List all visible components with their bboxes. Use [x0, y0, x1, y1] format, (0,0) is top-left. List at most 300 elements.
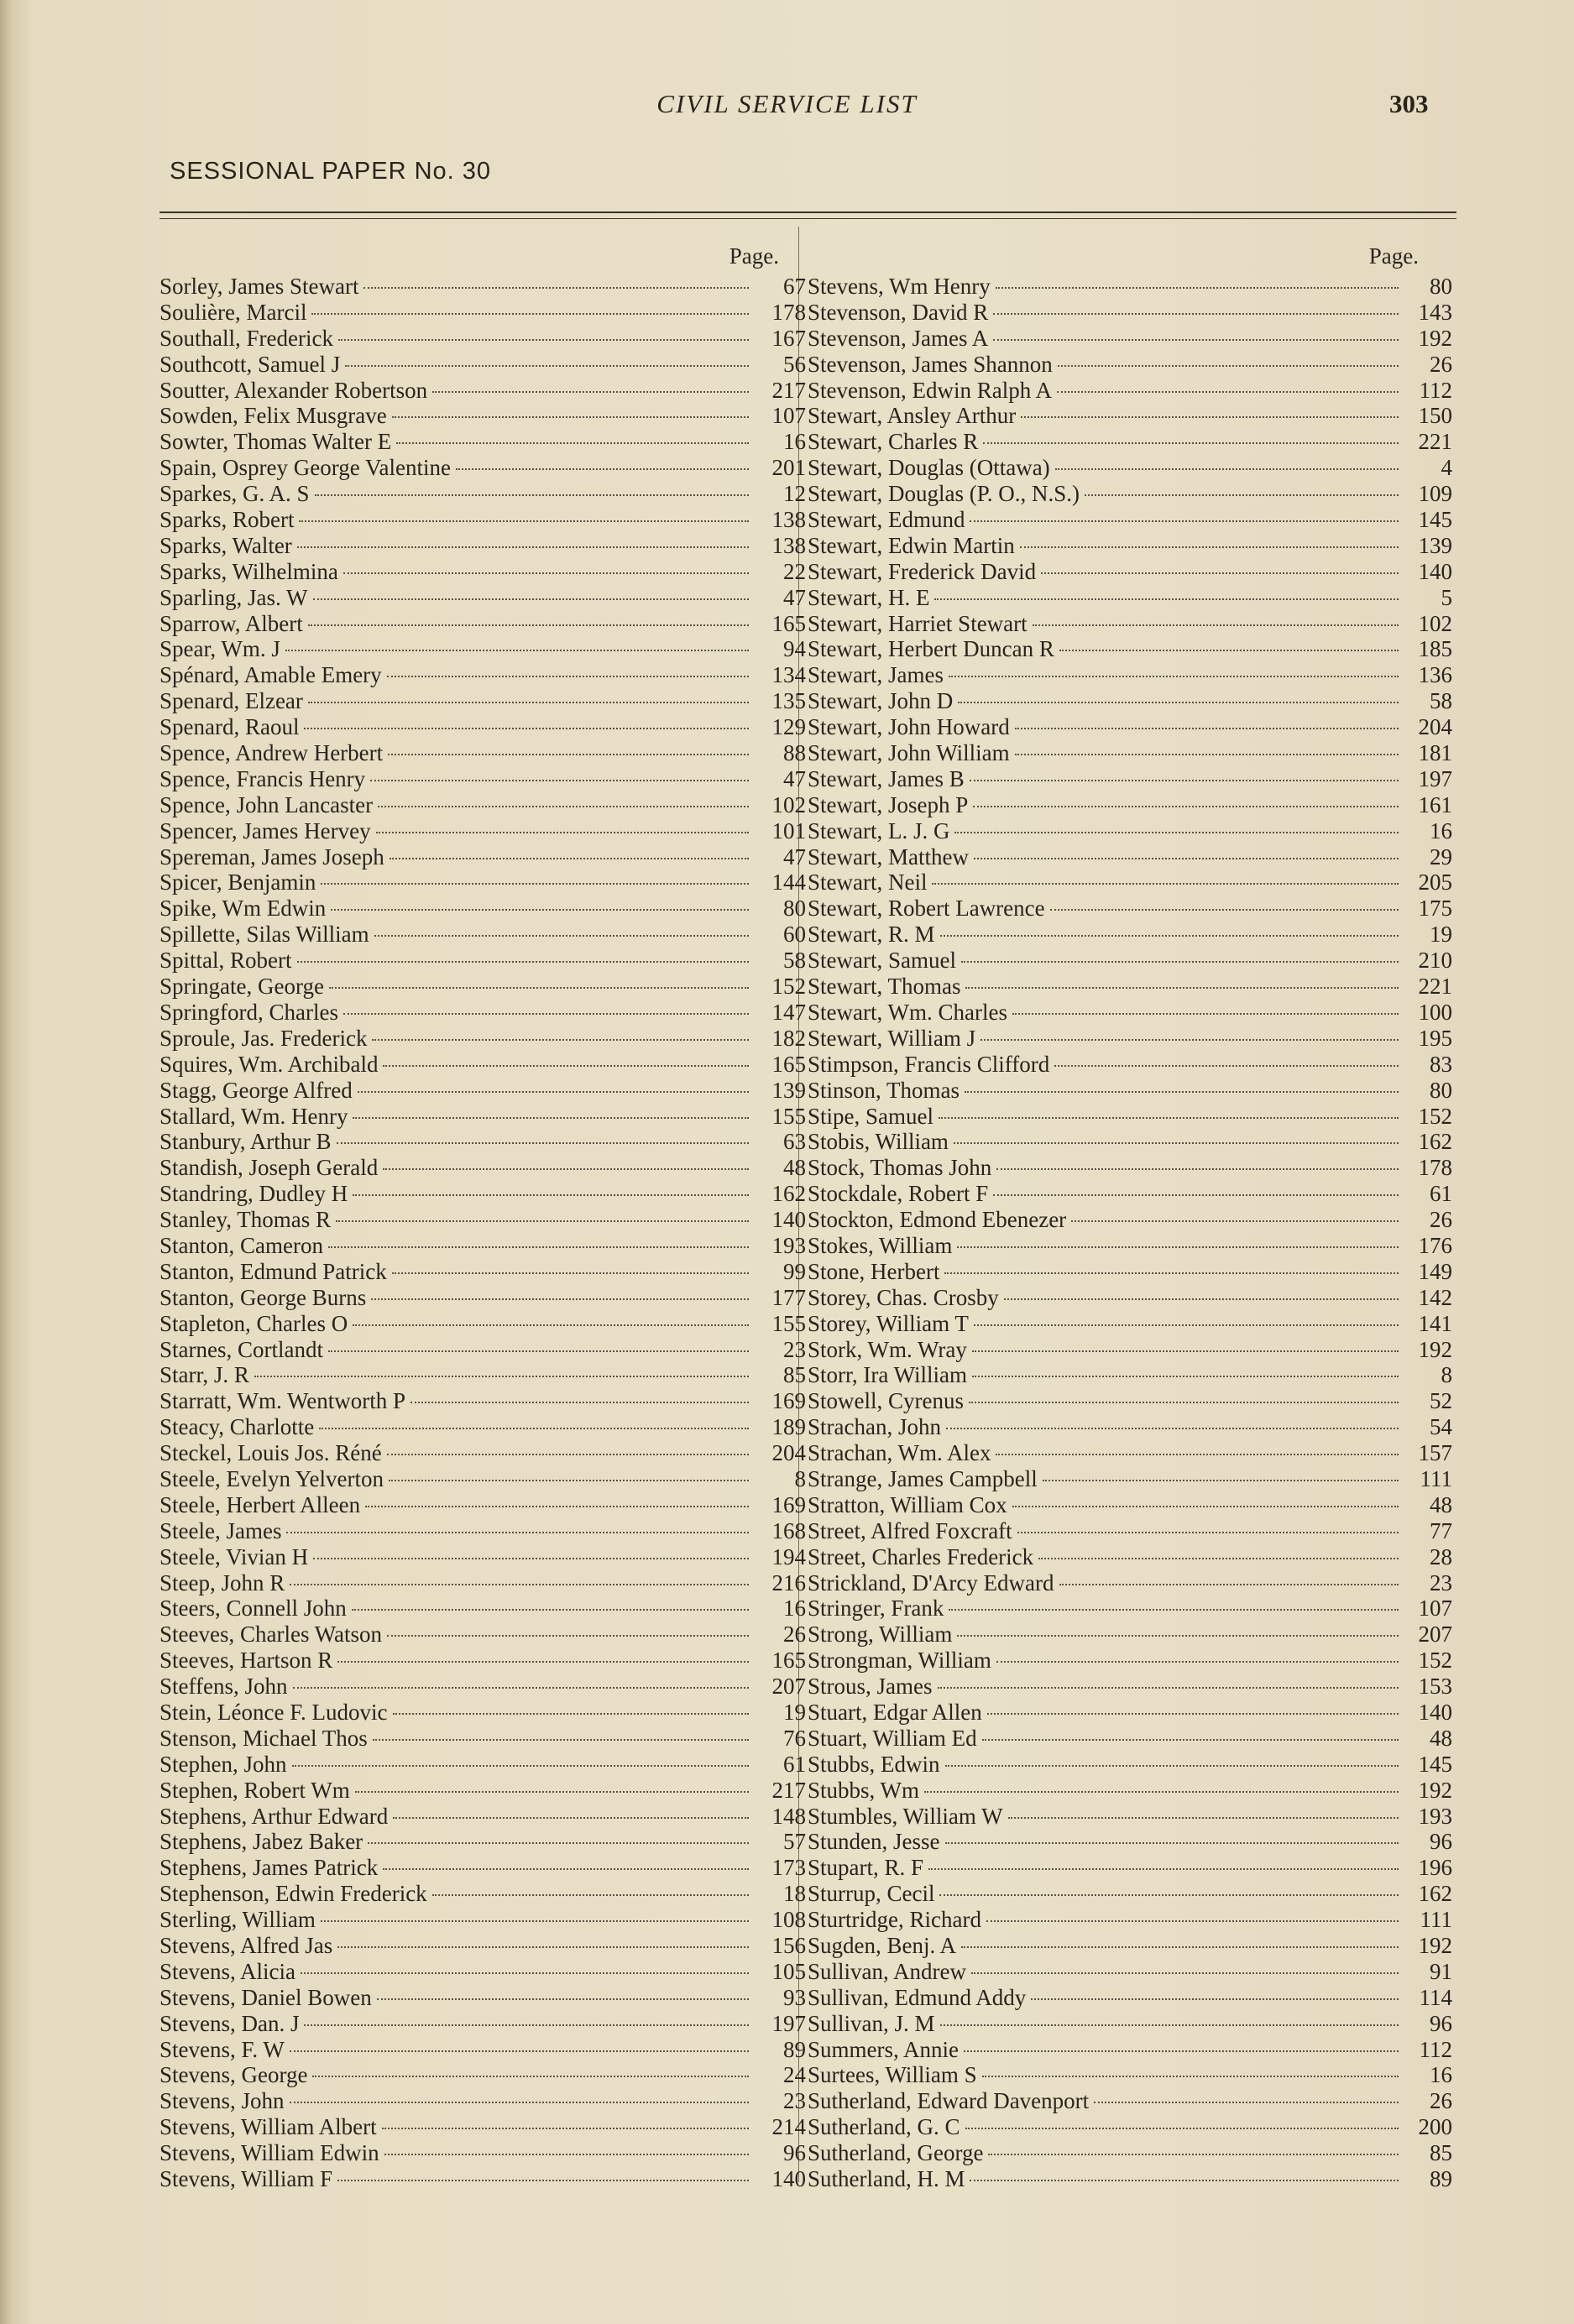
index-entry: [808, 1985, 1457, 2011]
entry-page-number: 100: [1418, 999, 1452, 1025]
entry-page-number: 52: [1430, 1388, 1452, 1414]
index-entry: [808, 1440, 1457, 1466]
entry-name: Stuart, William Ed: [808, 1725, 977, 1751]
header-rule-thin: [159, 218, 1456, 219]
index-entry: [808, 1078, 1457, 1104]
dot-leader: [353, 1194, 749, 1196]
index-entry: [159, 1155, 808, 1181]
index-entry: [159, 300, 808, 326]
index-entry: [808, 1000, 1457, 1026]
entry-page-number: 138: [771, 532, 806, 558]
entry-name: Spenard, Elzear: [159, 688, 303, 714]
entry-name: Starratt, Wm. Wentworth P: [159, 1388, 406, 1414]
entry-page-number: 8: [794, 1465, 806, 1491]
entry-name: Stewart, Frederick David: [808, 558, 1037, 584]
entry-name: Steckel, Louis Jos. Réné: [159, 1440, 382, 1466]
dot-leader: [1038, 1558, 1399, 1559]
entry-name: Stevens, Alicia: [159, 1958, 295, 1984]
entry-page-number: 83: [1430, 1051, 1452, 1077]
index-entry: [159, 2140, 808, 2166]
dot-leader: [301, 1972, 749, 1974]
sessional-paper-label: SESSIONAL PAPER No. 30: [170, 158, 492, 185]
index-entry: [159, 1362, 808, 1388]
index-entry: [808, 1337, 1457, 1363]
dot-leader: [1017, 1532, 1399, 1533]
entry-page-number: 214: [771, 2114, 806, 2140]
index-entry: [159, 481, 808, 507]
index-entry: [808, 818, 1457, 844]
entry-name: Stevens, William F: [159, 2166, 333, 2192]
entry-name: Sowter, Thomas Walter E: [159, 429, 392, 455]
entry-name: Squires, Wm. Archibald: [159, 1051, 379, 1077]
entry-name: Sullivan, Edmund Addy: [808, 1984, 1027, 2010]
dot-leader: [1058, 365, 1399, 367]
running-title: CIVIL SERVICE LIST: [656, 89, 918, 118]
dot-leader: [382, 2128, 749, 2129]
dot-leader: [1094, 2102, 1399, 2103]
entry-page-number: 182: [771, 1025, 806, 1051]
index-entry: [808, 2166, 1457, 2192]
dot-leader: [315, 494, 749, 496]
entry-page-number: 221: [1418, 974, 1452, 1000]
dot-leader: [957, 1635, 1399, 1637]
index-entry: [808, 1466, 1457, 1492]
entry-page-number: 48: [783, 1155, 806, 1181]
dot-leader: [383, 1168, 749, 1170]
dot-leader: [1059, 650, 1399, 651]
dot-leader: [368, 1842, 749, 1844]
dot-leader: [337, 1142, 750, 1144]
entry-name: Stupart, R. F: [808, 1855, 924, 1881]
dot-leader: [996, 287, 1399, 289]
index-entry: [159, 455, 808, 481]
entry-name: Stewart, James B: [808, 765, 965, 791]
entry-name: Strange, James Campbell: [808, 1465, 1038, 1491]
dot-leader: [376, 832, 749, 833]
entry-name: Stephen, John: [159, 1751, 287, 1777]
entry-name: Stanton, George Burns: [159, 1284, 367, 1310]
entry-name: Stevens, John: [159, 2088, 285, 2114]
entry-page-number: 102: [1418, 610, 1452, 636]
entry-page-number: 12: [783, 481, 806, 507]
entry-name: Stobis, William: [808, 1129, 949, 1155]
entry-name: Sparks, Walter: [159, 532, 292, 558]
entry-name: Stimpson, Francis Clifford: [808, 1051, 1050, 1077]
index-entry: [159, 2037, 808, 2063]
index-entry: [159, 1959, 808, 1985]
entry-name: Springford, Charles: [159, 999, 338, 1025]
index-entry: [159, 559, 808, 585]
dot-leader: [1085, 494, 1399, 496]
entry-page-number: 155: [771, 1310, 806, 1336]
entry-page-number: 165: [771, 610, 806, 636]
index-entry: [159, 1829, 808, 1855]
index-entry: [159, 2114, 808, 2140]
index-entry: [808, 481, 1457, 507]
entry-name: Steeves, Hartson R: [159, 1648, 333, 1674]
entry-page-number: 63: [783, 1129, 806, 1155]
dot-leader: [390, 858, 749, 859]
dot-leader: [365, 1506, 749, 1507]
dot-leader: [982, 1739, 1399, 1741]
entry-name: Stevens, George: [159, 2062, 308, 2088]
entry-name: Stinson, Thomas: [808, 1077, 960, 1103]
index-entry: [159, 766, 808, 792]
dot-leader: [338, 339, 749, 341]
dot-leader: [970, 520, 1399, 522]
entry-page-number: 135: [771, 688, 806, 714]
entry-name: Strachan, John: [808, 1414, 941, 1440]
entry-name: Stewart, L. J. G: [808, 817, 950, 843]
dot-leader: [353, 1324, 749, 1326]
index-entry: [159, 792, 808, 818]
dot-leader: [996, 1168, 1399, 1170]
dot-leader: [321, 883, 749, 885]
index-entry: [159, 1595, 808, 1622]
index-entry: [808, 507, 1457, 533]
entry-name: Steacy, Charlotte: [159, 1414, 315, 1440]
index-entry: [159, 611, 808, 637]
dot-leader: [1008, 1817, 1399, 1819]
entry-page-number: 16: [1430, 2062, 1452, 2088]
dot-leader: [343, 572, 749, 574]
index-entry: [159, 714, 808, 740]
entry-page-number: 61: [1430, 1181, 1452, 1207]
entry-name: Spear, Wm. J: [159, 636, 280, 662]
dot-leader: [353, 1117, 749, 1119]
dot-leader: [964, 2050, 1399, 2052]
index-entry: [159, 1985, 808, 2011]
dot-leader: [970, 780, 1399, 781]
entry-page-number: 144: [771, 870, 806, 896]
entry-name: Stewart, Ansley Arthur: [808, 403, 1017, 429]
entry-name: Stratton, William Cox: [808, 1491, 1007, 1517]
index-entry: [808, 948, 1457, 974]
index-entry: [159, 870, 808, 896]
dot-leader: [986, 1920, 1399, 1922]
entry-name: Sutherland, George: [808, 2140, 984, 2166]
page-column-heading: Page.: [1368, 243, 1419, 269]
dot-leader: [345, 365, 749, 367]
entry-name: Steele, Evelyn Yelverton: [159, 1465, 384, 1491]
index-entry: [159, 2166, 808, 2192]
entry-page-number: 23: [783, 2088, 806, 2114]
entry-name: Springate, George: [159, 974, 324, 1000]
entry-name: Spence, John Lancaster: [159, 791, 374, 817]
dot-leader: [312, 2076, 749, 2077]
entry-page-number: 22: [783, 558, 806, 584]
entry-list: [808, 274, 1457, 2192]
dot-leader: [337, 1946, 749, 1948]
index-entry: [159, 740, 808, 766]
entry-page-number: 195: [1418, 1025, 1452, 1051]
dot-leader: [982, 2076, 1399, 2077]
dot-leader: [949, 676, 1399, 677]
index-entry: [808, 688, 1457, 714]
entry-name: Starnes, Cortlandt: [159, 1336, 323, 1362]
entry-page-number: 204: [771, 1440, 806, 1466]
entry-name: Stuart, Edgar Allen: [808, 1699, 982, 1725]
index-entry: [159, 1700, 808, 1726]
entry-name: Spence, Francis Henry: [159, 765, 366, 791]
dot-leader: [373, 1739, 749, 1741]
dot-leader: [292, 1765, 750, 1767]
entry-page-number: 16: [783, 1595, 806, 1622]
entry-name: Spain, Osprey George Valentine: [159, 455, 451, 481]
entry-page-number: 197: [1418, 765, 1452, 791]
entry-name: Stewart, William J: [808, 1025, 976, 1051]
index-entry: [808, 1518, 1457, 1544]
dot-leader: [1057, 391, 1399, 393]
entry-page-number: 77: [1430, 1517, 1452, 1543]
dot-leader: [945, 1842, 1399, 1844]
entry-page-number: 140: [771, 1207, 806, 1233]
entry-page-number: 80: [1430, 274, 1452, 299]
dot-leader: [961, 961, 1399, 963]
index-entry: [808, 559, 1457, 585]
index-entry: [808, 585, 1457, 611]
entry-page-number: 169: [771, 1491, 806, 1517]
entry-name: Stanton, Cameron: [159, 1232, 323, 1258]
entry-page-number: 24: [783, 2062, 806, 2088]
entry-page-number: 136: [1418, 662, 1452, 688]
entry-name: Stewart, Harriet Stewart: [808, 610, 1028, 636]
dot-leader: [949, 1609, 1399, 1611]
dot-leader: [254, 1376, 749, 1377]
index-entry: [808, 300, 1457, 326]
entry-name: Steep, John R: [159, 1569, 285, 1595]
entry-name: Stunden, Jesse: [808, 1829, 940, 1855]
entry-page-number: 112: [1419, 377, 1452, 403]
entry-name: Sutherland, G. C: [808, 2114, 960, 2140]
entry-page-number: 57: [783, 1829, 806, 1855]
dot-leader: [370, 780, 749, 781]
dot-leader: [337, 2180, 749, 2181]
dot-leader: [432, 1894, 749, 1896]
index-entry: [808, 1648, 1457, 1674]
index-entry: [159, 1907, 808, 1933]
dot-leader: [972, 1350, 1399, 1352]
entry-name: Standish, Joseph Gerald: [159, 1155, 379, 1181]
entry-page-number: 96: [1430, 1829, 1452, 1855]
entry-name: Stubbs, Wm: [808, 1777, 920, 1803]
entry-name: Standring, Dudley H: [159, 1181, 348, 1207]
index-entry: [159, 1933, 808, 1959]
entry-page-number: 210: [1418, 948, 1452, 974]
entry-page-number: 201: [771, 455, 806, 481]
entry-name: Stewart, R. M: [808, 922, 935, 948]
entry-page-number: 114: [1419, 1984, 1452, 2010]
entry-page-number: 111: [1420, 1465, 1452, 1491]
index-entry: [159, 1414, 808, 1440]
index-entry: [808, 896, 1457, 922]
dot-leader: [965, 2128, 1399, 2129]
index-entry: [808, 1414, 1457, 1440]
entry-page-number: 192: [1418, 1336, 1452, 1362]
entry-name: Stephen, Robert Wm: [159, 1777, 350, 1803]
entry-name: Stevens, Daniel Bowen: [159, 1984, 372, 2010]
index-entry: [159, 1570, 808, 1596]
index-entry: [159, 585, 808, 611]
index-entry: [808, 1674, 1457, 1700]
entry-page-number: 140: [1418, 558, 1452, 584]
dot-leader: [934, 598, 1399, 600]
dot-leader: [940, 2024, 1399, 2026]
entry-name: Sullivan, J. M: [808, 2010, 935, 2036]
dot-leader: [372, 1039, 749, 1041]
entry-page-number: 56: [783, 351, 806, 377]
entry-name: Sparkes, G. A. S: [159, 481, 310, 507]
entry-page-number: 194: [771, 1543, 806, 1569]
dot-leader: [965, 1091, 1399, 1093]
index-entry: [808, 1492, 1457, 1518]
index-entry: [159, 1259, 808, 1285]
dot-leader: [304, 728, 749, 729]
entry-page-number: 85: [1430, 2140, 1452, 2166]
dot-leader: [383, 1065, 749, 1067]
entry-name: Sturrup, Cecil: [808, 1881, 935, 1907]
entry-name: Stewart, Edwin Martin: [808, 532, 1015, 558]
entry-page-number: 207: [771, 1674, 806, 1700]
index-entry: [159, 1388, 808, 1414]
entry-page-number: 111: [1420, 1907, 1452, 1933]
entry-page-number: 107: [1418, 1595, 1452, 1622]
dot-leader: [388, 754, 749, 755]
entry-page-number: 109: [1418, 481, 1452, 507]
entry-page-number: 192: [1418, 1933, 1452, 1958]
entry-name: Spenard, Raoul: [159, 714, 300, 740]
entry-name: Stewart, John William: [808, 740, 1010, 766]
index-entry: [159, 662, 808, 688]
entry-page-number: 48: [1430, 1725, 1452, 1751]
index-entry: [159, 378, 808, 404]
dot-leader: [1012, 1013, 1399, 1015]
entry-name: Strickland, D'Arcy Edward: [808, 1569, 1054, 1595]
entry-page-number: 162: [1418, 1881, 1452, 1907]
entry-name: Steele, Vivian H: [159, 1543, 309, 1569]
entry-page-number: 138: [771, 507, 806, 533]
index-entry: [159, 1104, 808, 1130]
dot-leader: [392, 1272, 749, 1274]
entry-name: Sparks, Robert: [159, 507, 295, 533]
entry-name: Southcott, Samuel J: [159, 351, 341, 377]
entry-name: Stewart, Charles R: [808, 429, 979, 455]
index-entry: [159, 922, 808, 948]
dot-leader: [944, 1272, 1399, 1274]
entry-name: Surtees, William S: [808, 2062, 977, 2088]
page-number: 303: [1389, 89, 1429, 118]
entry-name: Stowell, Cyrenus: [808, 1388, 964, 1414]
index-entry: [159, 1026, 808, 1052]
entry-page-number: 142: [1418, 1284, 1452, 1310]
entry-name: Starr, J. R: [159, 1362, 249, 1388]
index-entry: [808, 766, 1457, 792]
dot-leader: [331, 909, 749, 911]
dot-leader: [293, 1687, 750, 1689]
index-entry: [808, 455, 1457, 481]
dot-leader: [313, 1558, 749, 1559]
entry-name: Stagg, George Alfred: [159, 1077, 353, 1103]
index-entry: [808, 1752, 1457, 1778]
dot-leader: [1043, 1480, 1399, 1481]
entry-page-number: 140: [771, 2166, 806, 2192]
index-entry: [808, 1959, 1457, 1985]
entry-name: Stewart, Matthew: [808, 843, 969, 870]
entry-page-number: 177: [771, 1284, 806, 1310]
dot-leader: [321, 1920, 749, 1922]
entry-name: Stevenson, James A: [808, 325, 989, 351]
entry-name: Storr, Ira William: [808, 1362, 968, 1388]
entry-name: Stevens, William Edwin: [159, 2140, 379, 2166]
dot-leader: [1021, 416, 1399, 418]
dot-leader: [311, 313, 749, 315]
entry-name: Stevens, Dan. J: [159, 2010, 300, 2036]
dot-leader: [378, 806, 749, 807]
entry-page-number: 80: [783, 896, 806, 922]
entry-name: Stewart, Robert Lawrence: [808, 896, 1045, 922]
entry-name: Spencer, James Hervey: [159, 817, 371, 843]
entry-name: Stewart, Douglas (Ottawa): [808, 455, 1050, 481]
index-entry: [808, 1129, 1457, 1155]
entry-name: Soutter, Alexander Robertson: [159, 377, 428, 403]
dot-leader: [319, 1428, 749, 1429]
dot-leader: [1071, 1220, 1399, 1222]
entry-name: Stewart, John Howard: [808, 714, 1010, 740]
dot-leader: [286, 1532, 749, 1533]
entry-name: Stork, Wm. Wray: [808, 1336, 967, 1362]
entry-name: Storey, William T: [808, 1310, 969, 1336]
dot-leader: [1015, 754, 1399, 755]
entry-name: Stokes, William: [808, 1232, 953, 1258]
dot-leader: [996, 1661, 1399, 1663]
dot-leader: [924, 1791, 1399, 1793]
entry-page-number: 162: [771, 1181, 806, 1207]
dot-leader: [965, 987, 1399, 989]
index-entry: [159, 1285, 808, 1311]
dot-leader: [957, 1246, 1399, 1248]
index-column-left: [159, 243, 808, 2192]
index-column-right: [808, 243, 1457, 2192]
entry-name: Stevens, Wm Henry: [808, 274, 991, 299]
entry-page-number: 134: [771, 662, 806, 688]
entry-name: Sterling, William: [159, 1907, 316, 1933]
entry-name: Strous, James: [808, 1674, 933, 1700]
entry-name: Stapleton, Charles O: [159, 1310, 348, 1336]
entry-page-number: 93: [783, 1984, 806, 2010]
dot-leader: [996, 1454, 1399, 1455]
entry-name: Stumbles, William W: [808, 1803, 1003, 1829]
entry-name: Stewart, Wm. Charles: [808, 999, 1007, 1025]
entry-name: Stallard, Wm. Henry: [159, 1103, 348, 1129]
dot-leader: [940, 935, 1399, 937]
entry-name: Summers, Annie: [808, 2036, 959, 2062]
index-entry: [808, 1700, 1457, 1726]
index-entry: [808, 326, 1457, 352]
index-entry: [159, 2062, 808, 2088]
dot-leader: [328, 1350, 749, 1352]
entry-page-number: 19: [1430, 922, 1452, 948]
entry-page-number: 26: [1430, 2088, 1452, 2114]
index-entry: [808, 2088, 1457, 2114]
index-entry: [808, 1233, 1457, 1259]
entry-page-number: 192: [1418, 1777, 1452, 1803]
entry-name: Strongman, William: [808, 1648, 991, 1674]
entry-name: Stone, Herbert: [808, 1258, 940, 1284]
index-entry: [808, 844, 1457, 870]
dot-leader: [363, 287, 749, 289]
entry-page-number: 47: [783, 843, 806, 870]
index-entry: [808, 611, 1457, 637]
